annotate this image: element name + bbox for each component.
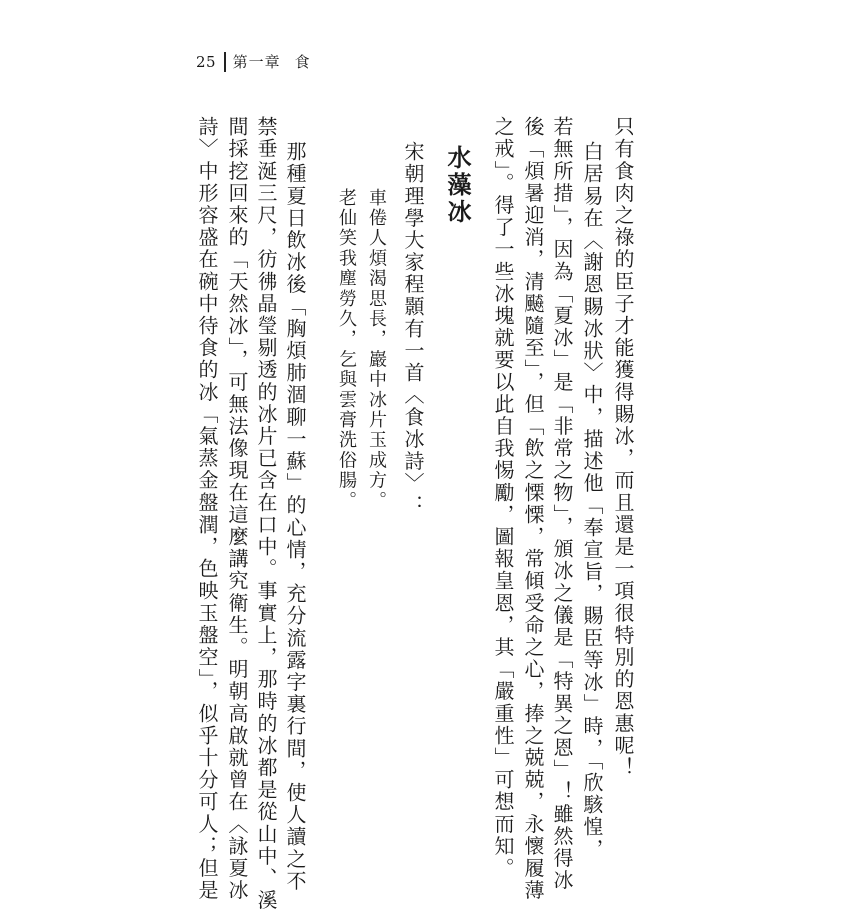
section-heading: 水藻冰: [443, 145, 471, 226]
topic-label: 食: [294, 53, 310, 71]
body-column: 那種夏日飲冰後「胸煩肺涸聊一蘇」的心情，充分流露字裏行間，使人讀之不: [283, 141, 307, 893]
running-header: [196, 51, 310, 73]
body-column: 禁垂涎三尺，彷彿晶瑩剔透的冰片已含在口中。事實上，那時的冰都是從山中、溪: [254, 116, 278, 912]
header-divider: [224, 52, 226, 72]
body-column: 之戒」。得了一些冰塊就要以此自我惕勵，圖報皇恩，其「嚴重性」可想而知。: [491, 116, 515, 880]
body-column: 宋朝理學大家程顥有一首〈食冰詩〉：: [401, 141, 425, 517]
poem-line: 車倦人煩渴思長，巖中冰片玉成方。: [366, 188, 387, 512]
body-column: 白居易在〈謝恩賜冰狀〉中，描述他「奉宣旨，賜臣等冰」時，「欣駭惶，: [580, 141, 604, 861]
body-column: 詩〉中形容盛在碗中待食的冰「氣蒸金盤潤，色映玉盤空」，似乎十分可人；但是: [195, 116, 219, 902]
body-column: 間採挖回來的「天然冰」，可無法像現在這麼講究衛生。明朝高啟就曾在〈詠夏冰: [225, 116, 249, 902]
page-number: 25: [196, 53, 217, 71]
body-column: 若無所措」，因為「夏冰」是「非常之物」，頒冰之儀是「特異之恩」！雖然得冰: [550, 116, 574, 892]
poem-line: 老仙笑我塵勞久，乞與雲膏洗俗腸。: [336, 188, 357, 512]
body-column: 只有食肉之祿的臣子才能獲得賜冰，而且還是一項很特別的恩惠呢！: [611, 116, 635, 779]
chapter-label: 第一章: [232, 53, 281, 71]
body-column: 後「煩暑迎消，清飇隨至」，但「飲之慄慄，常傾受命之心，捧之兢兢，永懷履薄: [521, 116, 545, 902]
